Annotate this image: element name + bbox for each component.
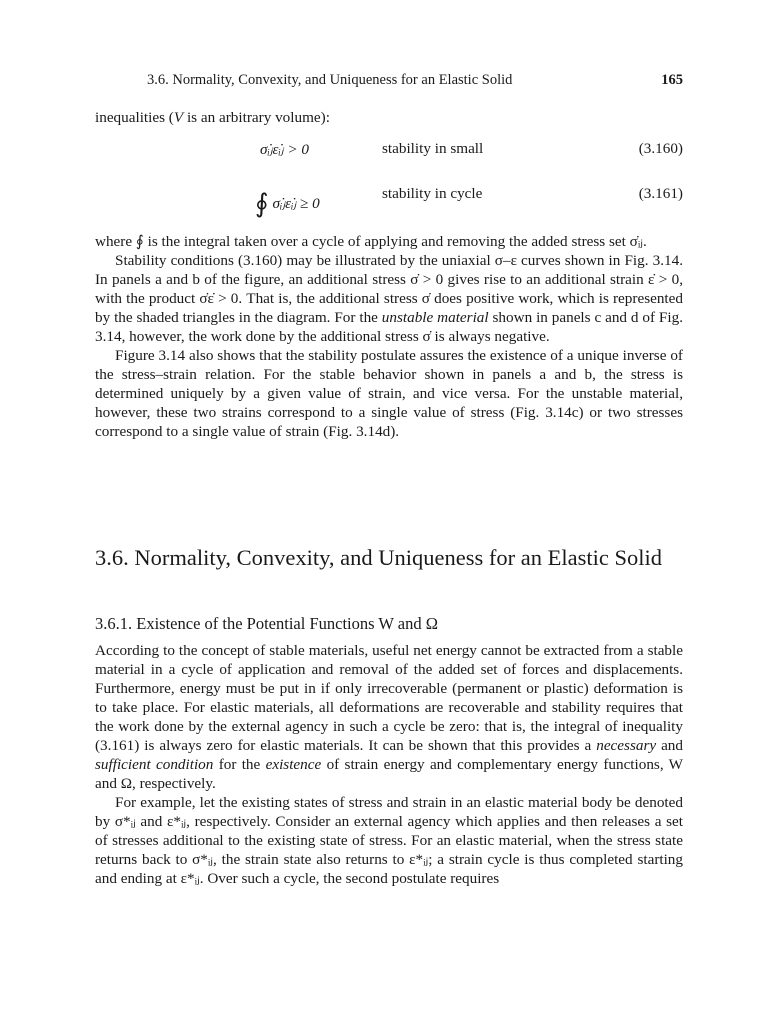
emphasis-existence: existence [265, 756, 322, 773]
paragraph-integral-definition: where ∮ is the integral taken over a cycle of applying and removing the added stress set σ̇ᵢⱼ. [95, 233, 647, 250]
equation-number: (3.160) [638, 140, 683, 157]
equation-number: (3.161) [638, 185, 683, 202]
running-title: 3.6. Normality, Convexity, and Uniqueness for an Elastic Solid [147, 72, 513, 88]
body-text-lower [95, 641, 683, 888]
equation-description: stability in small [382, 140, 484, 157]
running-header [95, 70, 683, 92]
equation-3-161 [95, 183, 683, 218]
volume-symbol: V [173, 109, 184, 126]
paragraph-unique-inverse: Figure 3.14 also shows that the stability postulate assures the existence of a unique inverse of the stress–strain relation. For the stable behavior shown in panels a and b, the stress is determined uniquely by a given value of strain, and vice versa. For the unstable material, however, these two strains correspond to a single value of stress (Fig. 3.14c) or two stresses correspond to a single value of strain (Fig. 3.14d). [95, 347, 683, 440]
paragraph-stable-energy: According to the concept of stable materials, useful net energy cannot be extracted from a stable material in a cycle of application and removal of the added set of forces and displacements. Furthermore, energy must be put in if only irrecoverable (permanent or plastic) deformation is to take place. For elastic materials, all deformations are recoverable and stability requires that the work done by the external agency in such a cycle be zero: that is, the integral of inequality (3.161) is always zero for elastic materials. It can be shown that this provides a necessary and sufficient condition for the existence of strain energy and complementary energy functions, W and Ω, respectively. [95, 642, 684, 792]
equation-3-160 [95, 138, 683, 164]
intro-tail: is an arbitrary volume): [183, 109, 330, 126]
emphasis-sufficient-condition: sufficient condition [95, 756, 214, 773]
equation-math: σ̇ᵢⱼε̇ᵢⱼ ≥ 0 [272, 195, 320, 212]
equation-math: σ̇ᵢⱼε̇ᵢⱼ > 0 [260, 141, 310, 158]
equation-math-block [255, 185, 320, 218]
page-number: 165 [661, 72, 683, 88]
emphasis-unstable-material: unstable material [381, 309, 489, 326]
emphasis-necessary: necessary [596, 737, 657, 754]
paragraph-example: For example, let the existing states of stress and strain in an elastic material body be denoted by σ*ᵢⱼ and ε*ᵢⱼ, respectively. Consider an external agency which applies and then releases a set of stresses additional to the existing state of stress. For an elastic material, when the stress state returns back to σ*ᵢⱼ, the strain state also returns to ε*ᵢⱼ; a strain cycle is thus completed starting and ending at ε*ᵢⱼ. Over such a cycle, the second postulate requires [95, 794, 683, 887]
contour-integral-symbol: ∮ [255, 189, 269, 218]
intro-lead: inequalities ( [95, 109, 174, 126]
intro-line [95, 108, 683, 127]
body-text-upper [95, 232, 683, 441]
section-heading: 3.6. Normality, Convexity, and Uniqueness for an Elastic Solid [95, 545, 662, 570]
equation-description: stability in cycle [382, 185, 483, 202]
subsection-heading: 3.6.1. Existence of the Potential Functions W and Ω [95, 614, 438, 633]
paragraph-stability-illustration: Stability conditions (3.160) may be illustrated by the uniaxial σ–ε curves shown in Fig. 3.14. In panels a and b of the figure, an additional stress σ̇ > 0 gives rise to an additional strain ε̇ > 0, with the product σ̇ε̇ > 0. That is, the additional stress σ̇ does positive work, which is represented by the shaded triangles in the diagram. For the unstable material shown in panels c and d of Fig. 3.14, however, the work done by the additional stress σ̇ is always negative. [95, 252, 683, 345]
